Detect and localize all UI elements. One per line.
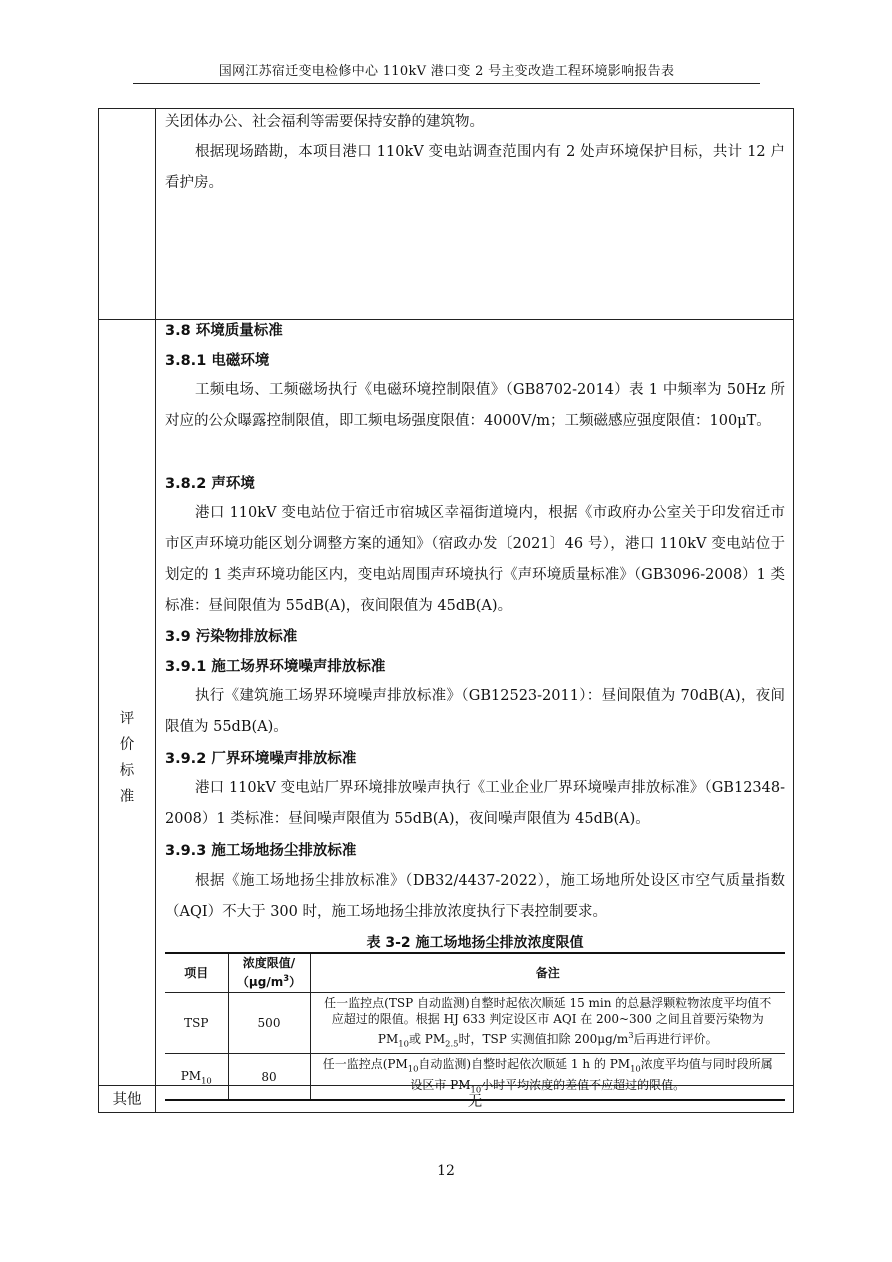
protection-target-text-continued: 关团体办公、社会福利等需要保持安静的建筑物。 xyxy=(165,114,484,130)
dust-limit-table xyxy=(165,952,785,1101)
paragraph-3-9-3: 根据《施工场地扬尘排放标准》（DB32/4437-2022），施工场地所处设区市空气质量指数（AQI）不大于 300 时，施工场地扬尘排放浓度执行下表控制要求。 xyxy=(165,873,785,920)
cell-limit: 80 xyxy=(228,1054,310,1100)
paragraph-3-8-2: 港口 110kV 变电站位于宿迁市宿城区幸福街道境内，根据《市政府办公室关于印发宿迁市市区声环境功能区划分调整方案的通知》（宿政办发〔2021〕46 号），港口 110kV 变电站位于划定的 1 类声环境功能区内，变电站周围声环境执行《声环境质量标准》（GB3096-2008）1 类标准：昼间限值为 55dB(A)，夜间限值为 45dB(A)。 xyxy=(165,505,785,614)
heading-3-9: 3.9 污染物排放标准 xyxy=(165,629,298,645)
paragraph-3-8-1: 工频电场、工频磁场执行《电磁环境控制限值》（GB8702-2014）表 1 中频率为 50Hz 所对应的公众曝露控制限值，即工频电场强度限值：4000V/m；工频磁感应强度限值：100μT。 xyxy=(165,382,785,429)
heading-3-9-2: 3.9.2 厂界环境噪声排放标准 xyxy=(165,751,357,767)
heading-3-8-2: 3.8.2 声环境 xyxy=(165,476,255,492)
header-note: 备注 xyxy=(310,953,785,993)
other-value: 无 xyxy=(467,1094,483,1110)
heading-3-9-1: 3.9.1 施工场界环境噪声排放标准 xyxy=(165,659,386,675)
cell-note: 任一监控点($PM_{10}$自动监测)自整时起依次顺延 1 h 的 $PM_{10}$浓度平均值与同时段所属设区市 $PM_{10}$小时平均浓度的差值不应超过的限值。 xyxy=(310,1054,785,1100)
table-header-row xyxy=(165,953,785,993)
evaluation-standard-label: 评价标准 xyxy=(119,711,135,805)
cell-limit: 500 xyxy=(228,993,310,1054)
header-rule xyxy=(133,83,760,84)
cell-item: TSP xyxy=(184,1016,209,1031)
paragraph-3-9-1: 执行《建筑施工场界环境噪声排放标准》（GB12523-2011）：昼间限值为 70dB(A)，夜间限值为 55dB(A)。 xyxy=(165,688,785,735)
header-item: 项目 xyxy=(184,965,209,980)
paragraph-3-9-2: 港口 110kV 变电站厂界环境排放噪声执行《工业企业厂界环境噪声排放标准》（GB12348-2008）1 类标准：昼间噪声限值为 55dB(A)，夜间噪声限值为 45dB(A)。 xyxy=(165,780,785,827)
row-divider-1 xyxy=(98,319,794,320)
cell-item: $PM_{10}$ xyxy=(180,1068,212,1085)
heading-3-9-3: 3.9.3 施工场地扬尘排放标准 xyxy=(165,843,357,859)
protection-target-summary: 根据现场踏勘，本项目港口 110kV 变电站调查范围内有 2 处声环境保护目标，共计 12 户看护房。 xyxy=(165,144,785,191)
header-limit: 浓度限值/ $(\mu g/m^3)$ xyxy=(228,953,310,993)
heading-3-8: 3.8 环境质量标准 xyxy=(165,323,283,339)
heading-3-8-1: 3.8.1 电磁环境 xyxy=(165,353,270,369)
table-row-tsp xyxy=(165,993,785,1054)
page-number: 12 xyxy=(437,1163,455,1179)
column-divider xyxy=(155,108,156,1113)
table-caption: 表 3-2 施工场地扬尘排放浓度限值 xyxy=(366,935,584,951)
page-header: 国网江苏宿迁变电检修中心 110kV 港口变 2 号主变改造工程环境影响报告表 xyxy=(218,64,675,79)
other-label: 其他 xyxy=(112,1092,142,1108)
cell-note: 任一监控点(TSP 自动监测)自整时起依次顺延 15 min 的总悬浮颗粒物浓度平均值不应超过的限值。根据 HJ 633 判定设区市 AQI 在 200~300 之间且首要污染物为 $PM_{10}$或 $PM_{2.5}$时，TSP 实测值扣除 $200\mu g/m^3$后再进行评价。 xyxy=(310,993,785,1054)
